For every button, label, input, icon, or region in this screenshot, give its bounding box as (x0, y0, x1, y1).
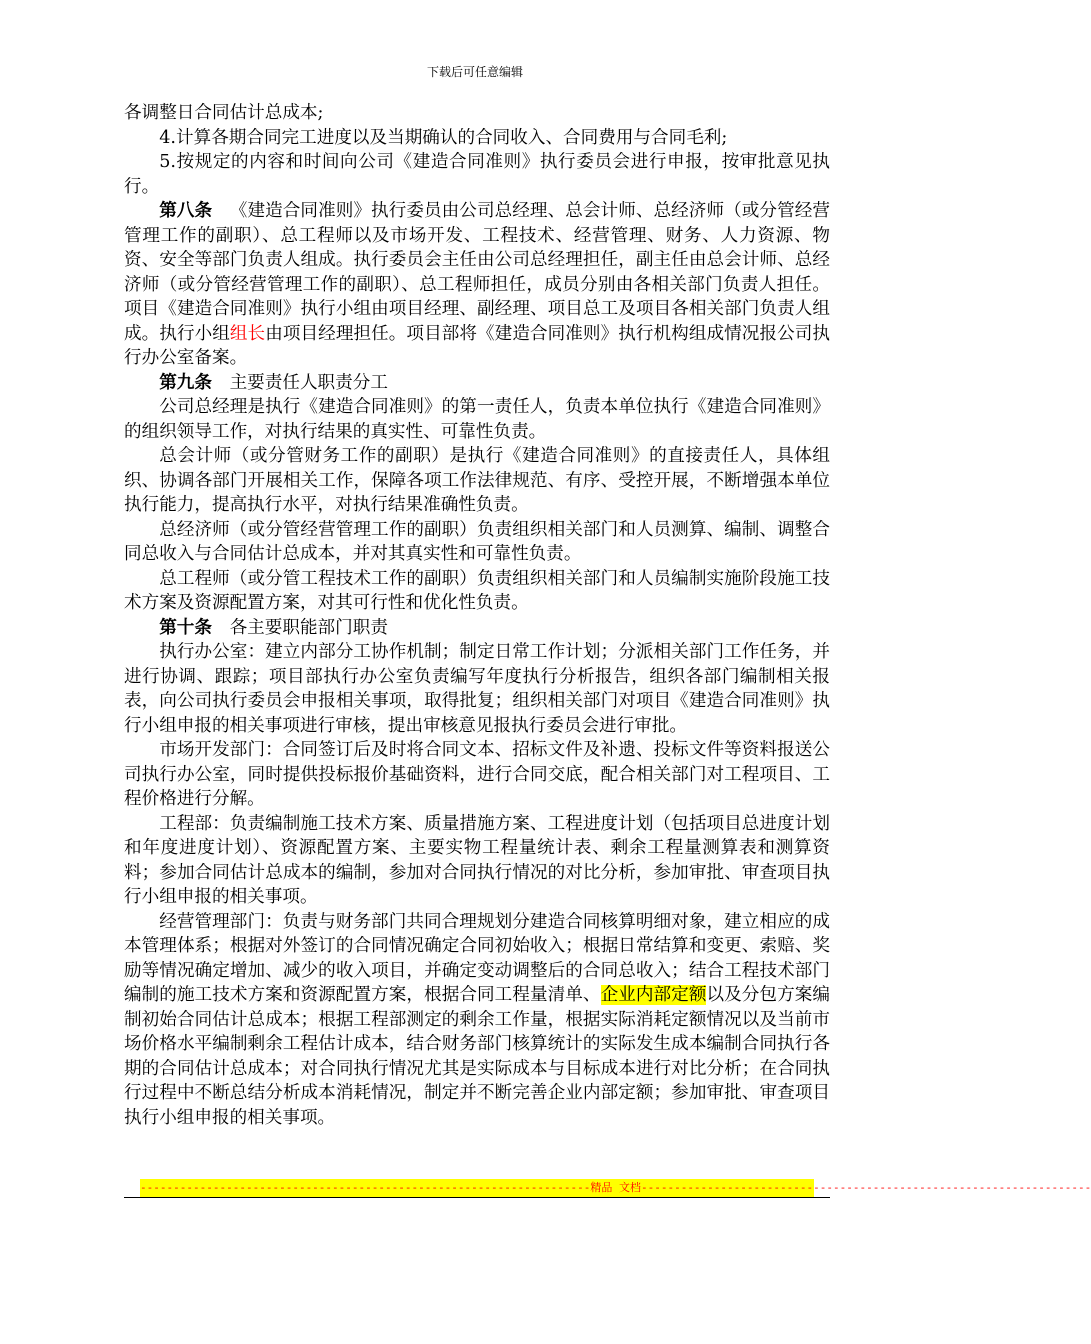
article-10-label: 第十条 (159, 616, 212, 638)
paragraph-11: 执行办公室：建立内部分工协作机制；制定日常工作计划；分派相关部门工作任务，并进行协调、跟踪；项目部执行办公室负责编写年度执行分析报告，组织各部门编制相关报表，向公司执行委员会申报相关事项，取得批复；组织相关部门对项目《建造合同准则》执行小组申报的相关事项进行审核，提出审核意见报执行委员会进行审批。 (124, 642, 830, 736)
footer-divider (124, 1197, 830, 1198)
article-8-label: 第八条 (159, 200, 213, 221)
paragraph-13: 工程部：负责编制施工技术方案、质量措施方案、工程进度计划（包括项目总进度计划和年度进度计划）、资源配置方案、主要实物工程量统计表、剩余工程量测算表和测算资料；参加合同估计总成本的编制，参加对合同执行情况的对比分析，参加审批、审查项目执行小组申报的相关事项。 (124, 813, 830, 907)
page-header: 下载后可任意编辑 (426, 65, 523, 79)
page-footer-banner: --------------------------------------------------------------------精品 文档-------------------------------------------------------------------- (140, 1179, 814, 1197)
article-9 (124, 371, 830, 396)
highlighted-text: 企业内部定额 (600, 985, 707, 1005)
paragraph-9: 总工程师（或分管工程技术工作的副职）负责组织相关部门和人员编制实施阶段施工技术方案及资源配置方案，对其可行性和优化性负责。 (124, 568, 830, 613)
paragraph-1: 各调整日合同估计总成本; (124, 103, 324, 123)
paragraph-14-text-a: 经营管理部门：负责与财务部门共同合理规划分建造合同核算明细对象，建立相应的成本管理体系；根据对外签订的合同情况确定合同初始收入；根据日常结算和变更、索赔、奖励等情况确定增加、减少的收入项目，并确定变动调整后的合同总收入；结合工程技术部门编制的施工技术方案和资源配置方案，根据合同工程量清单、 (124, 911, 830, 1005)
article-8-text-a: 《建造合同准则》执行委员由公司总经理、总会计师、总经济师（或分管经营管理工作的副职）、总工程师以及市场开发、工程技术、经营管理、财务、人力资源、物资、安全等部门负责人组成。执行委员会主任由公司总经理担任，副主任由总会计师、总经济师（或分管经营管理工作的副职）、总工程师担任，成员分别由各相关部门负责人担任。项目《建造合同准则》执行小组由项目经理、副经理、项目总工及项目各相关部门负责人组成。执行小组 (124, 201, 830, 344)
article-9-label: 第九条 (159, 371, 212, 393)
paragraph-7: 总会计师（或分管财务工作的副职）是执行《建造合同准则》的直接责任人，具体组织、协调各部门开展相关工作，保障各项工作法律规范、有序、受控开展，不断增强本单位执行能力，提高执行水平，对执行结果准确性负责。 (124, 446, 830, 515)
document-body (124, 101, 830, 1130)
article-10 (124, 616, 830, 641)
article-10-title: 各主要职能部门职责 (229, 617, 388, 638)
paragraph-12: 市场开发部门：合同签订后及时将合同文本、招标文件及补遗、投标文件等资料报送公司执行办公室，同时提供投标报价基础资料，进行合同交底，配合相关部门对工程项目、工程价格进行分解。 (124, 740, 830, 809)
article-8 (124, 199, 830, 371)
paragraph-14 (124, 910, 830, 1131)
paragraph-3: 5.按规定的内容和时间向公司《建造合同准则》执行委员会进行申报，按审批意见执行。 (124, 152, 830, 197)
article-8-text-b: 由项目经理担任。项目部将《建造合同准则》执行机构组成情况报公司执行办公室备案。 (124, 323, 830, 368)
paragraph-8: 总经济师（或分管经营管理工作的副职）负责组织相关部门和人员测算、编制、调整合同总收入与合同估计总成本，并对其真实性和可靠性负责。 (124, 519, 830, 564)
article-9-title: 主要责任人职责分工 (229, 372, 388, 393)
paragraph-2: 4.计算各期合同完工进度以及当期确认的合同收入、合同费用与合同毛利; (159, 127, 728, 148)
paragraph-14-text-b: 以及分包方案编制初始合同估计总成本；根据工程部测定的剩余工作量，根据实际消耗定额情况以及当前市场价格水平编制剩余工程估计成本，结合财务部门核算统计的实际发生成本编制合同执行各期的合同估计总成本；对合同执行情况尤其是实际成本与目标成本进行对比分析；在合同执行过程中不断总结分析成本消耗情况，制定并不断完善企业内部定额；参加审批、审查项目执行小组申报的相关事项。 (124, 985, 830, 1128)
paragraph-6: 公司总经理是执行《建造合同准则》的第一责任人，负责本单位执行《建造合同准则》的组织领导工作，对执行结果的真实性、可靠性负责。 (124, 397, 830, 442)
article-8-red-text: 组长 (229, 323, 266, 344)
